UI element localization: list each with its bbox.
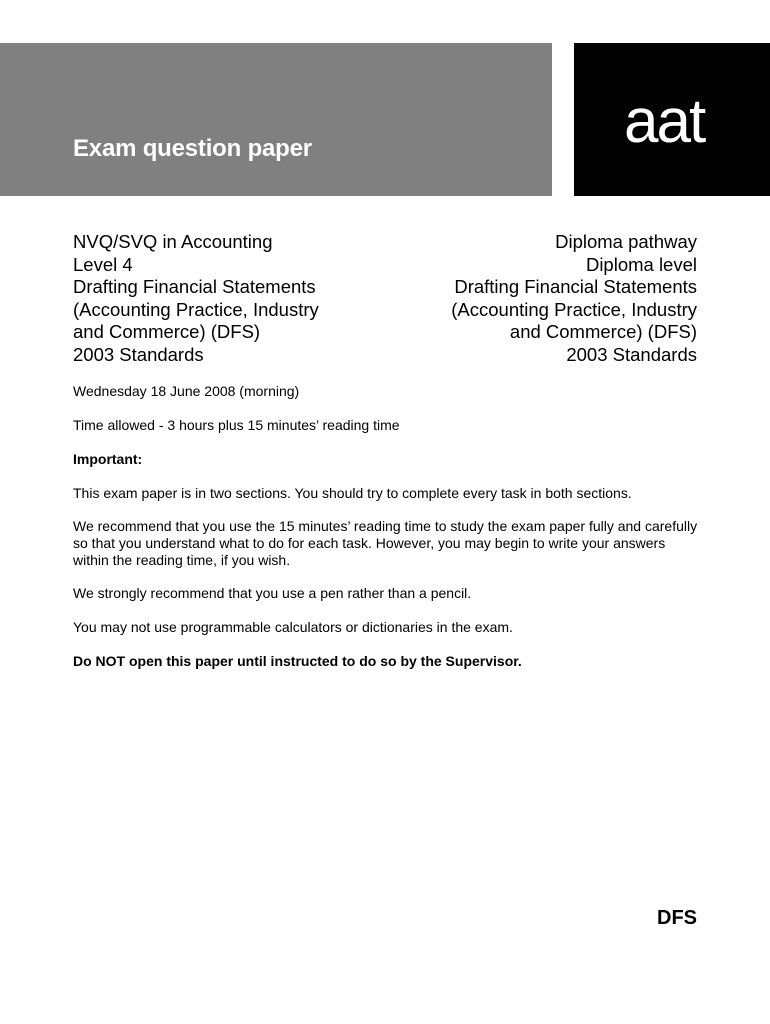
time-allowed: Time allowed - 3 hours plus 15 minutes’ reading time: [73, 417, 400, 433]
qualification-line: and Commerce) (DFS): [509, 321, 697, 342]
important-label: Important:: [73, 451, 143, 467]
qualification-left: [73, 231, 319, 366]
qualification-right: [451, 231, 697, 366]
qualification-line: NVQ/SVQ in Accounting: [73, 231, 273, 252]
qualification-line: Drafting Financial Statements: [73, 276, 316, 297]
supervisor-warning: Do NOT open this paper until instructed to do so by the Supervisor.: [73, 653, 522, 669]
page-title: Exam question paper: [73, 135, 312, 162]
aat-logo: [574, 43, 770, 196]
exam-date: Wednesday 18 June 2008 (morning): [73, 383, 300, 399]
qualification-line: and Commerce) (DFS): [73, 321, 261, 342]
paper-code: DFS: [657, 907, 697, 929]
qualification-line: (Accounting Practice, Industry: [451, 298, 697, 320]
instruction-calculators: You may not use programmable calculators or dictionaries in the exam.: [73, 619, 513, 635]
qualification-line: Level 4: [73, 253, 133, 275]
header-banner: [0, 43, 552, 196]
instruction-sections: This exam paper is in two sections. You should try to complete every task in both sections.: [73, 485, 632, 501]
qualification-line: 2003 Standards: [566, 343, 697, 365]
qualification-line: Diploma level: [585, 253, 697, 275]
qualification-line: (Accounting Practice, Industry: [73, 298, 319, 320]
aat-logo-wordmark: aat: [624, 87, 705, 156]
instruction-pen: We strongly recommend that you use a pen rather than a pencil.: [73, 585, 472, 601]
qualification-line: Drafting Financial Statements: [454, 276, 697, 297]
qualification-line: 2003 Standards: [73, 343, 204, 365]
qualification-line: Diploma pathway: [555, 231, 697, 252]
instruction-reading-time: We recommend that you use the 15 minutes’ reading time to study the exam paper fully and carefully so that you understand what to do for each task. However, you may begin to write your answers within the reading time, if you wish.: [73, 518, 698, 568]
